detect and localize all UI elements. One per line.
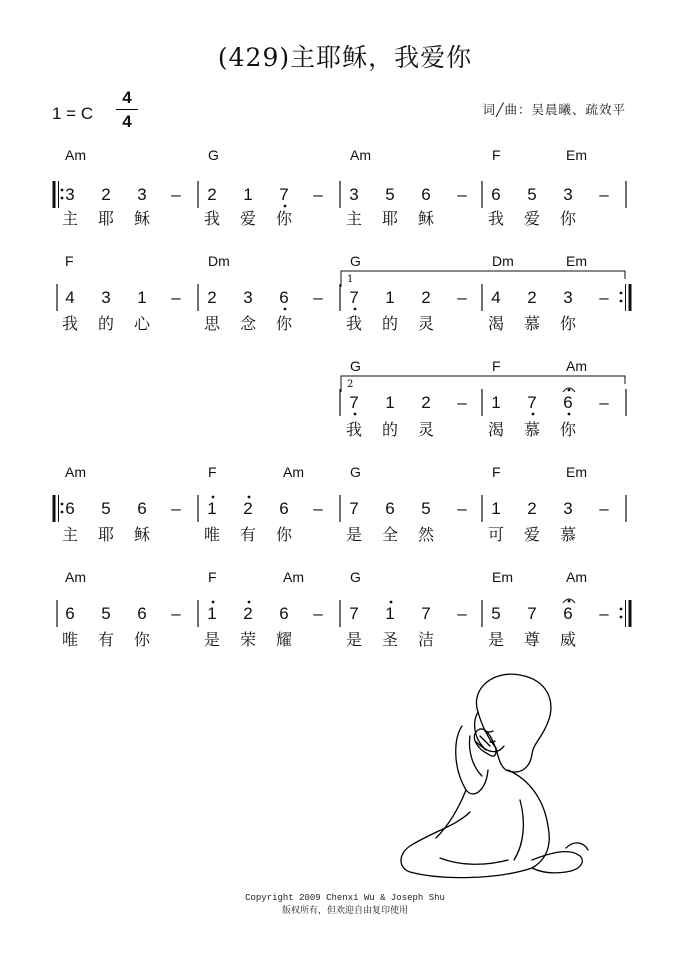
time-signature-bottom: 4 bbox=[122, 112, 132, 131]
sustain-dash: – bbox=[171, 604, 181, 623]
lyric: 你 bbox=[275, 525, 293, 544]
note: 1 bbox=[385, 604, 395, 623]
note: 6 bbox=[491, 185, 501, 204]
lyric: 你 bbox=[559, 314, 577, 333]
lyric: 你 bbox=[559, 209, 577, 228]
note: 6 bbox=[279, 288, 289, 307]
note: 3 bbox=[563, 185, 573, 204]
chord-symbol: Em bbox=[566, 253, 587, 269]
lyric: 主 bbox=[61, 209, 79, 228]
sustain-dash: – bbox=[457, 393, 467, 412]
chord-symbol: F bbox=[208, 464, 217, 480]
note: 3 bbox=[563, 288, 573, 307]
note: 1 bbox=[385, 288, 395, 307]
note: 6 bbox=[385, 499, 395, 518]
chord-symbol: Dm bbox=[492, 253, 514, 269]
chord-symbol: Em bbox=[492, 569, 513, 585]
lyric: 主 bbox=[61, 525, 79, 544]
lyric: 圣 bbox=[381, 630, 399, 649]
note: 2 bbox=[207, 288, 217, 307]
note: 7 bbox=[349, 604, 359, 623]
lyric: 灵 bbox=[417, 420, 435, 439]
lyric: 心 bbox=[133, 314, 151, 333]
sustain-dash: – bbox=[599, 604, 609, 623]
lyric: 的 bbox=[381, 420, 399, 439]
lyric: 可 bbox=[487, 525, 505, 544]
note: 1 bbox=[207, 499, 217, 518]
chord-symbol: Am bbox=[283, 464, 304, 480]
note: 6 bbox=[65, 499, 75, 518]
sustain-dash: – bbox=[599, 185, 609, 204]
lyric: 渴 bbox=[487, 314, 505, 333]
sustain-dash: – bbox=[171, 499, 181, 518]
lyric: 我 bbox=[345, 314, 363, 333]
lyric: 慕 bbox=[523, 420, 541, 439]
lyric: 稣 bbox=[417, 209, 435, 228]
copyright-text: Copyright 2009 Chenxi Wu & Joseph Shu bbox=[245, 893, 445, 903]
sustain-dash: – bbox=[171, 288, 181, 307]
lyric: 洁 bbox=[417, 630, 435, 649]
note: 1 bbox=[491, 393, 501, 412]
lyric: 是 bbox=[203, 630, 221, 649]
note: 2 bbox=[421, 393, 431, 412]
lyric: 耶 bbox=[381, 209, 399, 228]
lyric: 耀 bbox=[275, 630, 293, 649]
note: 7 bbox=[349, 288, 359, 307]
note: 6 bbox=[421, 185, 431, 204]
note: 7 bbox=[349, 393, 359, 412]
note: 2 bbox=[101, 185, 111, 204]
lyric: 渴 bbox=[487, 420, 505, 439]
lyric: 爱 bbox=[239, 209, 257, 228]
key-signature: 1 = C bbox=[52, 104, 94, 123]
chord-symbol: G bbox=[350, 464, 361, 480]
lyric: 爱 bbox=[523, 209, 541, 228]
note: 3 bbox=[563, 499, 573, 518]
sustain-dash: – bbox=[313, 604, 323, 623]
note: 2 bbox=[527, 288, 537, 307]
note: 7 bbox=[279, 185, 289, 204]
note: 5 bbox=[421, 499, 431, 518]
sustain-dash: – bbox=[313, 185, 323, 204]
sustain-dash: – bbox=[457, 604, 467, 623]
note: 6 bbox=[563, 604, 573, 623]
note: 1 bbox=[491, 499, 501, 518]
lyric: 灵 bbox=[417, 314, 435, 333]
lyric: 然 bbox=[417, 525, 435, 544]
note: 7 bbox=[349, 499, 359, 518]
lyric: 耶 bbox=[97, 525, 115, 544]
note: 5 bbox=[101, 604, 111, 623]
chord-symbol: F bbox=[208, 569, 217, 585]
lyric: 慕 bbox=[523, 314, 541, 333]
chord-symbol: Am bbox=[65, 464, 86, 480]
sustain-dash: – bbox=[599, 288, 609, 307]
chord-symbol: Em bbox=[566, 464, 587, 480]
note: 6 bbox=[137, 499, 147, 518]
chord-symbol: G bbox=[208, 147, 219, 163]
chord-symbol: F bbox=[492, 358, 501, 374]
note: 2 bbox=[243, 604, 253, 623]
lyric: 念 bbox=[239, 314, 257, 333]
lyric: 的 bbox=[97, 314, 115, 333]
note: 5 bbox=[527, 185, 537, 204]
chord-symbol: G bbox=[350, 253, 361, 269]
lyric: 你 bbox=[275, 314, 293, 333]
note: 7 bbox=[527, 604, 537, 623]
lyric: 稣 bbox=[133, 209, 151, 228]
note: 2 bbox=[207, 185, 217, 204]
note: 3 bbox=[349, 185, 359, 204]
volta-number: 1 bbox=[347, 274, 354, 285]
lyric: 全 bbox=[381, 525, 399, 544]
lyric: 稣 bbox=[133, 525, 151, 544]
lyric: 我 bbox=[487, 209, 505, 228]
lyric: 是 bbox=[345, 525, 363, 544]
lyric: 慕 bbox=[559, 525, 577, 544]
lyric: 你 bbox=[133, 630, 151, 649]
sustain-dash: – bbox=[599, 393, 609, 412]
lyric: 荣 bbox=[239, 630, 257, 649]
note: 5 bbox=[101, 499, 111, 518]
note: 3 bbox=[101, 288, 111, 307]
sustain-dash: – bbox=[313, 499, 323, 518]
credit-line: 词╱曲：吴晨曦、疏效平 bbox=[482, 102, 626, 117]
note: 1 bbox=[137, 288, 147, 307]
lyric: 唯 bbox=[61, 630, 79, 649]
chord-symbol: F bbox=[65, 253, 74, 269]
rights-text: 版权所有，但欢迎自由复印使用 bbox=[281, 906, 408, 916]
chord-symbol: Am bbox=[350, 147, 371, 163]
time-signature-top: 4 bbox=[122, 88, 132, 107]
note: 2 bbox=[421, 288, 431, 307]
chord-symbol: Am bbox=[283, 569, 304, 585]
lyric: 主 bbox=[345, 209, 363, 228]
note: 4 bbox=[65, 288, 75, 307]
lyric: 耶 bbox=[97, 209, 115, 228]
chord-symbol: Dm bbox=[208, 253, 230, 269]
note: 2 bbox=[243, 499, 253, 518]
lyric: 是 bbox=[487, 630, 505, 649]
chord-symbol: Am bbox=[566, 358, 587, 374]
sustain-dash: – bbox=[457, 185, 467, 204]
note: 5 bbox=[491, 604, 501, 623]
note: 2 bbox=[527, 499, 537, 518]
note: 6 bbox=[563, 393, 573, 412]
note: 1 bbox=[243, 185, 253, 204]
chord-symbol: Am bbox=[65, 147, 86, 163]
note: 6 bbox=[279, 499, 289, 518]
note: 1 bbox=[385, 393, 395, 412]
lyric: 我 bbox=[203, 209, 221, 228]
song-title: (429)主耶稣，我爱你 bbox=[217, 43, 473, 72]
note: 6 bbox=[137, 604, 147, 623]
note: 1 bbox=[207, 604, 217, 623]
note: 5 bbox=[385, 185, 395, 204]
note: 3 bbox=[137, 185, 147, 204]
footer bbox=[0, 892, 690, 918]
chord-symbol: Am bbox=[65, 569, 86, 585]
note: 6 bbox=[279, 604, 289, 623]
lyric: 有 bbox=[239, 525, 257, 544]
note: 6 bbox=[65, 604, 75, 623]
sustain-dash: – bbox=[599, 499, 609, 518]
sustain-dash: – bbox=[313, 288, 323, 307]
lyric: 威 bbox=[559, 630, 577, 649]
note: 7 bbox=[527, 393, 537, 412]
sustain-dash: – bbox=[171, 185, 181, 204]
chord-symbol: Am bbox=[566, 569, 587, 585]
note: 4 bbox=[491, 288, 501, 307]
lyric: 是 bbox=[345, 630, 363, 649]
chord-symbol: G bbox=[350, 358, 361, 374]
chord-symbol: Em bbox=[566, 147, 587, 163]
lyric: 爱 bbox=[523, 525, 541, 544]
lyric: 的 bbox=[381, 314, 399, 333]
chord-symbol: F bbox=[492, 147, 501, 163]
note: 3 bbox=[243, 288, 253, 307]
lyric: 尊 bbox=[523, 630, 541, 649]
sustain-dash: – bbox=[457, 499, 467, 518]
sustain-dash: – bbox=[457, 288, 467, 307]
lyric: 有 bbox=[97, 630, 115, 649]
volta-number: 2 bbox=[347, 379, 354, 390]
lyric: 我 bbox=[61, 314, 79, 333]
chord-symbol: F bbox=[492, 464, 501, 480]
chord-symbol: G bbox=[350, 569, 361, 585]
note: 3 bbox=[65, 185, 75, 204]
lyric: 思 bbox=[203, 314, 221, 333]
note: 7 bbox=[421, 604, 431, 623]
lyric: 你 bbox=[275, 209, 293, 228]
lyric: 你 bbox=[559, 420, 577, 439]
lyric: 我 bbox=[345, 420, 363, 439]
lyric: 唯 bbox=[203, 525, 221, 544]
